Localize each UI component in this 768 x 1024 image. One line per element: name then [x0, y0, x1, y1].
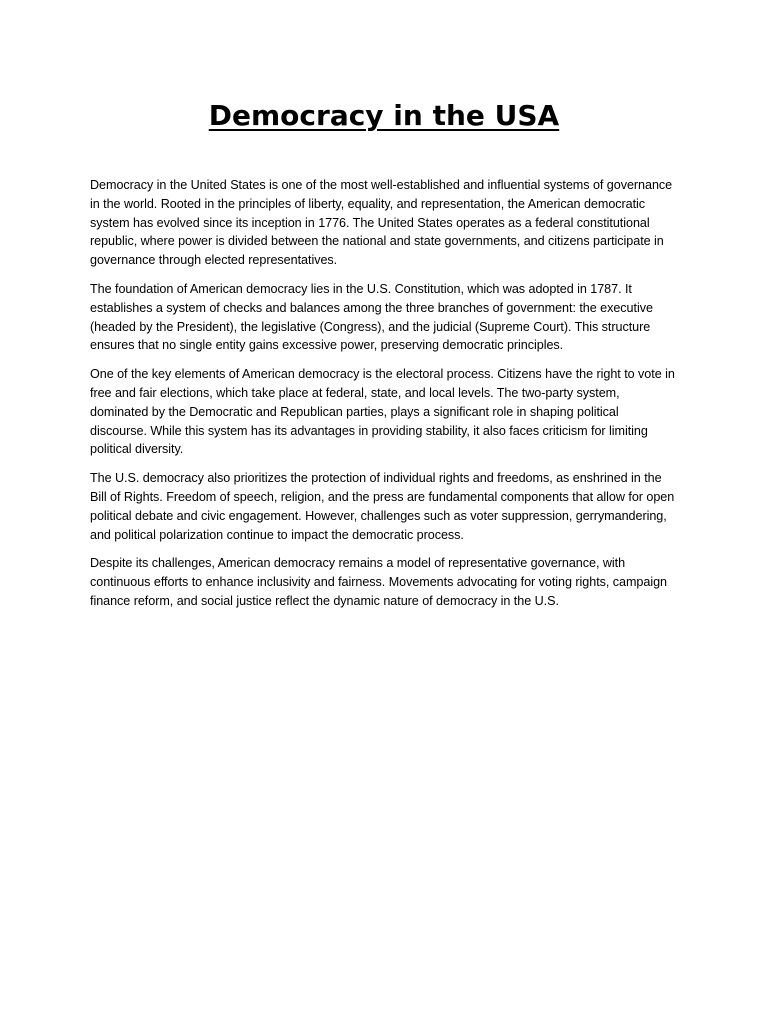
paragraph-2: The foundation of American democracy lies in the U.S. Constitution, which was adopted in 1787. It establishes a system of checks and balances among the three branches of government: the executive (headed by the President), the legislative (Congress), and the judicial (Supreme Court). This structure ensures that no single entity gains excessive power, preserving democratic principles.: [90, 281, 653, 353]
paragraph-5: Despite its challenges, American democracy remains a model of representative governance, with continuous efforts to enhance inclusivity and fairness. Movements advocating for voting rights, campaign finance reform, and social justice reflect the dynamic nature of democracy in the U.S.: [90, 556, 667, 608]
paragraph-3: One of the key elements of American democracy is the electoral process. Citizens have the right to vote in free and fair elections, which take place at federal, state, and local levels. The two-party system, dominated by the Democratic and Republican parties, plays a significant role in shaping political discourse. While this system has its advantages in providing stability, it also faces criticism for limiting political diversity.: [90, 367, 675, 457]
document-body: [90, 176, 676, 621]
document-title: Democracy in the USA: [208, 99, 560, 132]
paragraph-4: The U.S. democracy also prioritizes the protection of individual rights and freedoms, as enshrined in the Bill of Rights. Freedom of speech, religion, and the press are fundamental components that allow for open political debate and civic engagement. However, challenges such as voter suppression, gerrymandering, and political polarization continue to impact the democratic process.: [90, 471, 675, 542]
paragraph-1: Democracy in the United States is one of the most well-established and influential systems of governance in the world. Rooted in the principles of liberty, equality, and representation, the American democratic system has evolved since its inception in 1776. The United States operates as a federal constitutional republic, where power is divided between the national and state governments, and citizens participate in governance through elected representatives.: [90, 178, 673, 268]
